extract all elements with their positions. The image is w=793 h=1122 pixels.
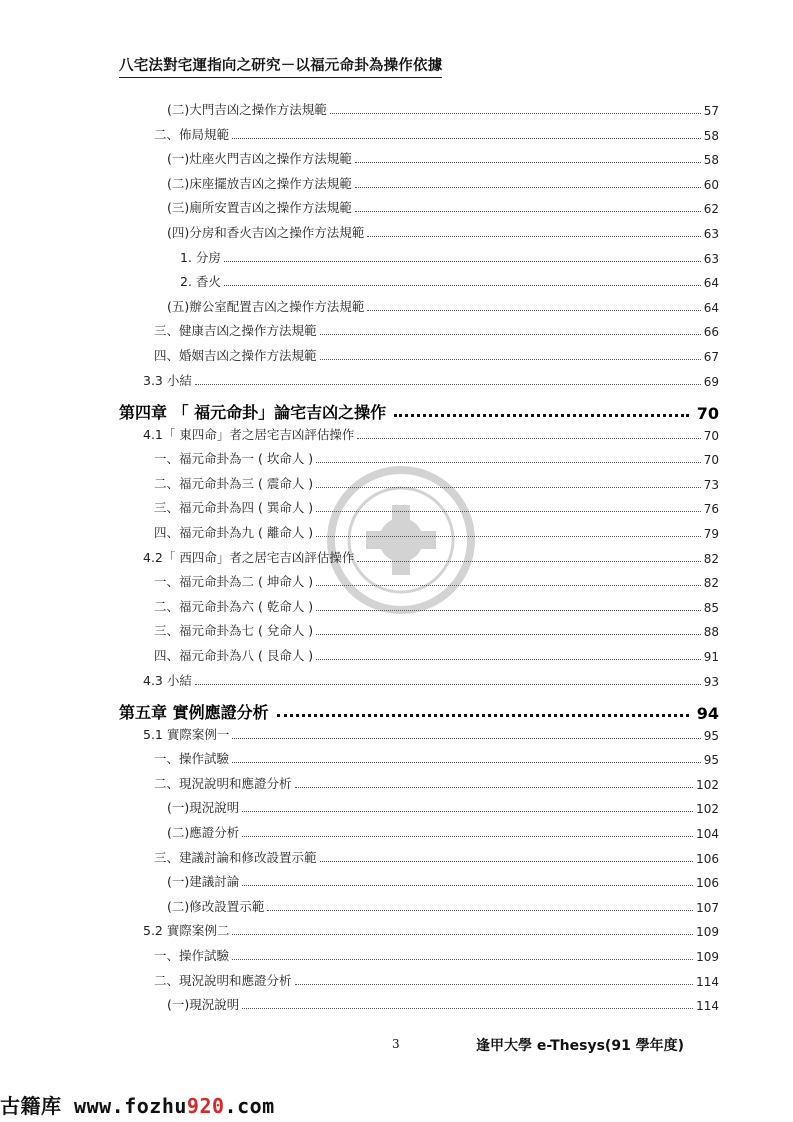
toc-entry-page: 114 <box>696 974 719 989</box>
toc-leader-dots <box>232 761 701 763</box>
toc-entry-page: 63 <box>703 227 719 241</box>
toc-chapter-entry[interactable] <box>119 397 719 423</box>
toc-entry[interactable] <box>180 244 719 266</box>
toc-leader-dots <box>242 810 693 812</box>
toc-entry-label: 1. 分房 <box>180 249 221 265</box>
toc-leader-dots <box>316 486 701 488</box>
toc-entry-page: 94 <box>696 703 719 723</box>
toc-entry[interactable] <box>167 794 719 816</box>
toc-leader-dots <box>357 437 700 439</box>
toc-entry[interactable] <box>167 893 719 915</box>
toc-entry[interactable] <box>180 268 719 290</box>
toc-entry-label: (三)廁所安置吉凶之操作方法規範 <box>167 200 352 216</box>
toc-entry-page: 102 <box>696 802 719 817</box>
toc-entry-page: 79 <box>703 527 719 541</box>
toc-entry-label: 二、現況說明和應證分析 <box>154 972 292 988</box>
toc-entry-label: 3.3 小結 <box>143 372 192 388</box>
toc-entry-page: 102 <box>696 777 719 792</box>
toc-entry[interactable] <box>167 194 719 216</box>
toc-entry-label: (二)修改設置示範 <box>167 898 265 914</box>
toc-entry-label: 5.1 實際案例一 <box>143 726 230 742</box>
toc-entry[interactable] <box>154 593 719 615</box>
toc-entry-label: 2. 香火 <box>180 274 221 290</box>
toc-leader-dots <box>316 510 701 512</box>
toc-entry-page: 63 <box>703 251 719 266</box>
toc-leader-dots <box>355 186 701 188</box>
toc-entry[interactable] <box>154 121 719 143</box>
toc-entry[interactable] <box>167 96 719 118</box>
toc-entry[interactable] <box>143 667 719 689</box>
toc-leader-dots <box>357 560 700 562</box>
toc-leader-dots <box>232 137 701 139</box>
toc-entry-label: 一、福元命卦為二 ( 坤命人 ) <box>154 574 314 590</box>
toc-entry[interactable] <box>154 942 719 964</box>
toc-entry-label: 4.3 小結 <box>143 672 192 688</box>
toc-entry[interactable] <box>154 342 719 364</box>
toc-entry[interactable] <box>143 367 719 389</box>
toc-entry-label: 三、建議討論和修改設置示範 <box>154 849 317 865</box>
toc-entry-page: 82 <box>703 576 719 591</box>
toc-entry-label: 5.2 實際案例二 <box>143 923 230 939</box>
toc-entry-label: 二、福元命卦為六 ( 乾命人 ) <box>154 598 314 614</box>
toc-entry-page: 73 <box>703 477 719 492</box>
site-watermark-suffix: .com <box>224 1094 275 1118</box>
toc-leader-dots <box>224 260 701 262</box>
toc-entry-page: 88 <box>703 625 719 640</box>
toc-entry-page: 95 <box>703 728 719 743</box>
toc-entry-label: 一、福元命卦為一 ( 坎命人 ) <box>154 451 314 467</box>
toc-entry[interactable] <box>167 819 719 841</box>
toc-entry-label: (一)現況說明 <box>167 997 240 1013</box>
toc-leader-dots <box>367 309 700 311</box>
toc-entry[interactable] <box>154 617 719 639</box>
toc-entry-page: 69 <box>703 374 719 389</box>
toc-leader-dots <box>195 683 701 685</box>
toc-entry[interactable] <box>167 991 719 1013</box>
toc-entry-label: 二、福元命卦為三 ( 震命人 ) <box>154 475 314 491</box>
toc-entry-page: 62 <box>703 202 719 217</box>
toc-entry-label: 4.1「 東四命」者之居宅吉凶評估操作 <box>143 426 355 442</box>
toc-leader-dots <box>224 284 701 286</box>
toc-leader-dots <box>394 413 689 417</box>
toc-entry-page: 64 <box>703 276 719 291</box>
toc-leader-dots <box>316 658 701 660</box>
toc-entry-label: (五)辦公室配置吉凶之操作方法規範 <box>167 298 365 314</box>
toc-entry-label: 四、婚姻吉凶之操作方法規範 <box>154 348 317 363</box>
toc-entry-page: 106 <box>696 851 719 866</box>
toc-entry-page: 109 <box>696 950 719 964</box>
toc-entry-label: (一)現況說明 <box>167 800 240 816</box>
toc-entry-label: 一、操作試驗 <box>154 948 230 963</box>
toc-leader-dots <box>242 1007 693 1009</box>
toc-entry[interactable] <box>143 544 719 566</box>
toc-entry-label: (二)應證分析 <box>167 825 240 840</box>
toc-entry[interactable] <box>143 721 719 743</box>
toc-entry-page: 58 <box>703 153 719 168</box>
toc-leader-dots <box>330 112 701 114</box>
toc-leader-dots <box>367 235 700 237</box>
toc-entry[interactable] <box>167 219 719 241</box>
toc-leader-dots <box>316 461 701 463</box>
toc-entry[interactable] <box>154 642 719 664</box>
site-watermark <box>0 1090 275 1119</box>
toc-entry-page: 66 <box>703 325 719 340</box>
toc-entry-label: 四、福元命卦為八 ( 艮命人 ) <box>154 648 314 663</box>
toc-entry[interactable] <box>154 470 719 492</box>
toc-entry-page: 76 <box>703 502 719 517</box>
toc-entry-label: 三、福元命卦為四 ( 巽命人 ) <box>154 500 314 516</box>
toc-chapter-entry[interactable] <box>119 697 719 723</box>
toc-entry-page: 57 <box>703 104 719 118</box>
running-header: 八宅法對宅運指向之研究－以福元命卦為操作依據 <box>119 56 442 78</box>
toc-entry-page: 70 <box>696 403 719 423</box>
toc-leader-dots <box>195 383 701 385</box>
toc-entry[interactable] <box>154 745 719 767</box>
toc-leader-dots <box>316 633 701 635</box>
toc-leader-dots <box>316 535 701 537</box>
toc-leader-dots <box>355 161 701 163</box>
toc-entry[interactable] <box>154 519 719 541</box>
toc-entry-page: 64 <box>703 300 719 315</box>
toc-entry-label: (二)床座擺放吉凶之操作方法規範 <box>167 175 352 191</box>
toc-entry-label: 三、福元命卦為七 ( 兌命人 ) <box>154 623 314 639</box>
toc-entry-page: 67 <box>703 350 719 364</box>
toc-leader-dots <box>267 909 693 911</box>
toc-entry[interactable] <box>167 145 719 167</box>
site-watermark-prefix: 古籍库 www.fozhu <box>0 1094 187 1118</box>
toc-entry-page: 70 <box>703 453 719 468</box>
toc-entry-page: 109 <box>696 925 719 940</box>
toc-leader-dots <box>316 609 701 611</box>
toc-entry-page: 58 <box>703 128 719 143</box>
toc-leader-dots <box>355 210 701 212</box>
toc-entry[interactable] <box>143 917 719 939</box>
toc-entry-label: (二)大門吉凶之操作方法規範 <box>167 102 327 117</box>
toc-leader-dots <box>316 584 701 586</box>
toc-entry[interactable] <box>154 317 719 339</box>
toc-leader-dots <box>242 835 693 837</box>
toc-entry[interactable] <box>154 844 719 866</box>
toc-entry-label: 二、現況說明和應證分析 <box>154 775 292 791</box>
page-number: 3 <box>392 1037 400 1051</box>
toc-entry-page: 93 <box>703 674 719 689</box>
toc-entry-label: (四)分房和香火吉凶之操作方法規範 <box>167 225 365 240</box>
toc-leader-dots <box>320 358 701 360</box>
toc-entry-page: 85 <box>703 600 719 615</box>
toc-entry-page: 70 <box>703 428 719 443</box>
toc-entry[interactable] <box>154 445 719 467</box>
toc-entry-page: 95 <box>703 753 719 768</box>
toc-entry-page: 60 <box>703 177 719 192</box>
toc-entry[interactable] <box>167 170 719 192</box>
toc-entry-page: 114 <box>696 999 719 1014</box>
toc-entry[interactable] <box>154 568 719 590</box>
toc-leader-dots <box>295 786 694 788</box>
toc-entry-label: 三、健康吉凶之操作方法規範 <box>154 323 317 339</box>
toc-entry[interactable] <box>154 494 719 516</box>
toc-entry[interactable] <box>167 293 719 315</box>
footer-institution: 逢甲大學 e-Thesys(91 學年度) <box>476 1038 685 1054</box>
toc-leader-dots <box>232 737 700 739</box>
toc-entry-label: 四、福元命卦為九 ( 離命人 ) <box>154 525 314 540</box>
toc-entry-label: 第四章 「 福元命卦」論宅吉凶之操作 <box>119 402 387 422</box>
site-watermark-highlight: 920 <box>186 1094 225 1118</box>
toc-leader-dots <box>242 884 693 886</box>
toc-entry[interactable] <box>167 868 719 890</box>
toc-entry-label: (一)灶座火門吉凶之操作方法規範 <box>167 151 352 167</box>
toc-entry-label: 二、佈局規範 <box>154 126 230 142</box>
toc-entry[interactable] <box>143 421 719 443</box>
toc-entry-page: 107 <box>696 900 719 915</box>
toc-entry[interactable] <box>154 967 719 989</box>
toc-entry-label: (一)建議討論 <box>167 874 240 890</box>
toc-entry-label: 4.2「 西四命」者之居宅吉凶評估操作 <box>143 549 355 565</box>
toc-entry-label: 第五章 實例應證分析 <box>119 702 269 722</box>
toc-leader-dots <box>320 333 701 335</box>
toc-entry-page: 104 <box>696 827 719 841</box>
toc-leader-dots <box>320 860 694 862</box>
toc-entry-label: 一、操作試驗 <box>154 751 230 767</box>
toc-leader-dots <box>295 983 694 985</box>
toc-entry-page: 91 <box>703 650 719 664</box>
toc-leader-dots <box>277 713 689 717</box>
toc-entry[interactable] <box>154 770 719 792</box>
toc-entry-page: 82 <box>703 551 719 566</box>
toc-leader-dots <box>232 933 693 935</box>
toc-leader-dots <box>232 958 693 960</box>
toc-entry-page: 106 <box>696 876 719 891</box>
